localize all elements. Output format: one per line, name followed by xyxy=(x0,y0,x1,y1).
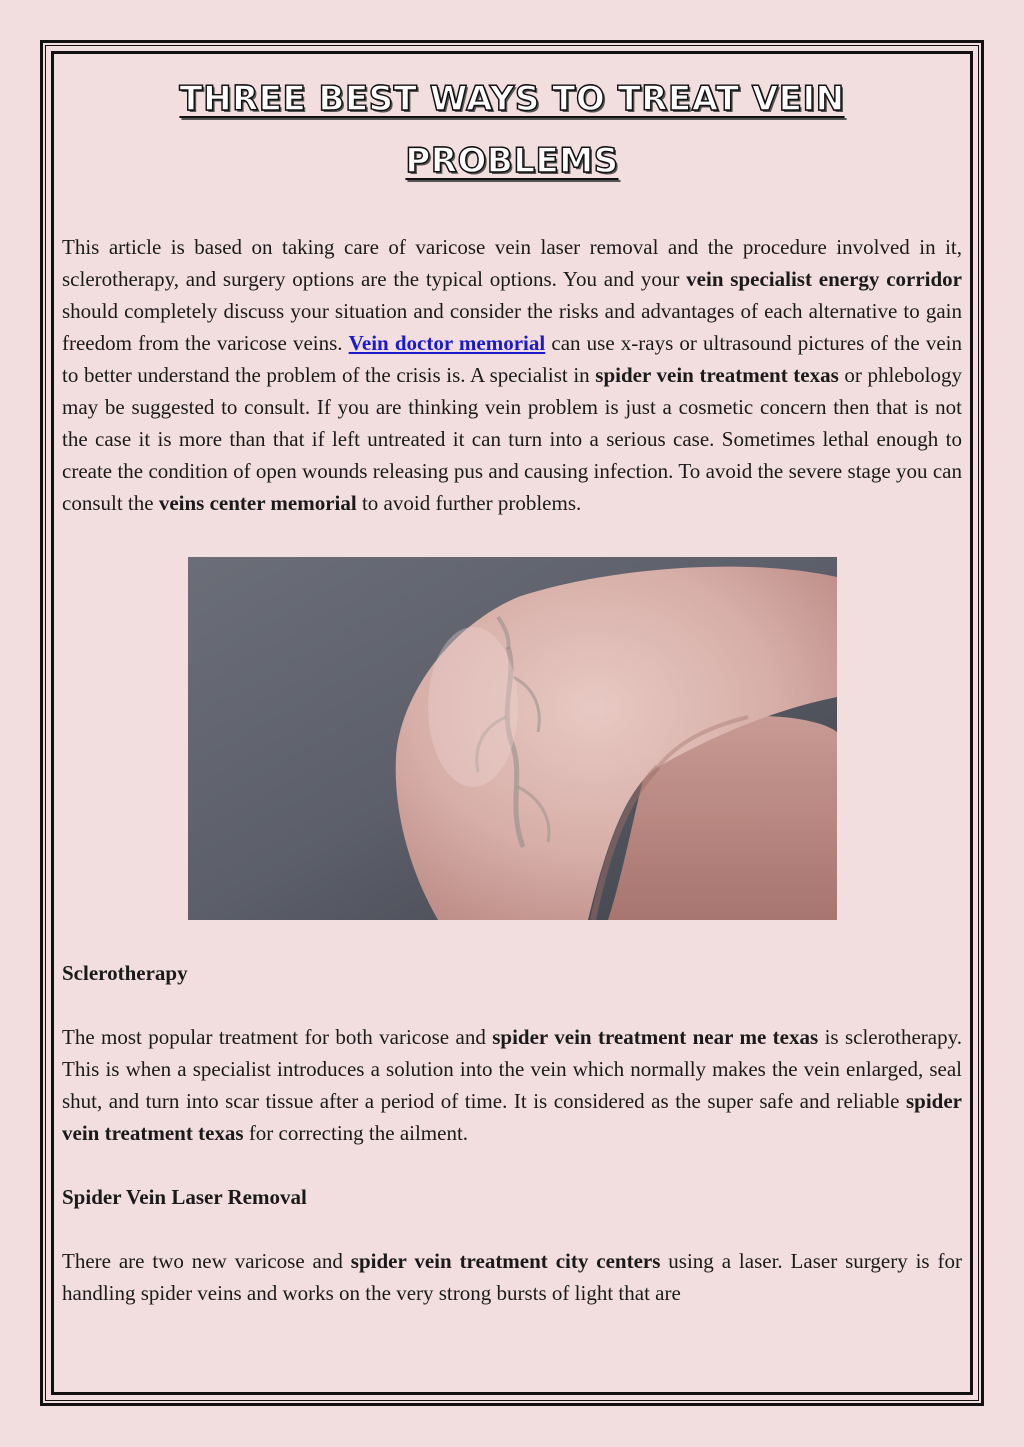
intro-text-1: This article is based on taking care of varicose vein laser removal and the procedure involved in it, sclerotherapy, and surgery options are the typical options. You and your xyxy=(62,235,962,291)
sclerotherapy-paragraph xyxy=(62,1021,962,1149)
intro-text-5: to avoid further problems. xyxy=(356,491,582,515)
laser-removal-paragraph xyxy=(62,1245,962,1309)
intro-text-4: or phlebology may be suggested to consult. If you are thinking vein problem is just a cosmetic concern then that is not the case it is more than that if left untreated it can turn into a serious case. Sometimes lethal enough to create the condition of open wounds releasing pus and causing infection. To avoid the severe stage you can consult the xyxy=(62,363,962,515)
title-line-2: PROBLEMS xyxy=(405,141,619,181)
title-line-1: THREE BEST WAYS TO TREAT VEIN xyxy=(179,79,845,119)
laser-text-1: There are two new varicose and xyxy=(62,1249,351,1273)
intro-keyword-vein-specialist: vein specialist energy corridor xyxy=(686,267,962,291)
laser-removal-heading: Spider Vein Laser Removal xyxy=(62,1185,307,1209)
vein-doctor-memorial-link[interactable]: Vein doctor memorial xyxy=(348,331,546,355)
intro-paragraph xyxy=(62,231,962,519)
varicose-knee-photo xyxy=(188,557,837,920)
sclerotherapy-text-2: is sclerotherapy. This is when a specialist introduces a solution into the vein which normally makes the vein enlarged, seal shut, and turn into scar tissue after a period of time. It is considered as the super safe and reliable xyxy=(62,1025,962,1113)
intro-keyword-spider-vein-texas: spider vein treatment texas xyxy=(595,363,839,387)
page-title xyxy=(62,68,962,192)
intro-text-2: should completely discuss your situation and consider the risks and advantages of each alternative to gain freedom from the varicose veins. xyxy=(62,299,962,355)
laser-keyword-city-centers: spider vein treatment city centers xyxy=(350,1249,661,1273)
sclerotherapy-text-3: for correcting the ailment. xyxy=(243,1121,469,1145)
intro-text-3: can use x-rays or ultrasound pictures of the vein to better understand the problem of the crisis is. A specialist in xyxy=(62,331,962,387)
sclerotherapy-text-1: The most popular treatment for both varicose and xyxy=(62,1025,493,1049)
sclerotherapy-keyword-texas: spider vein treatment texas xyxy=(62,1089,962,1145)
article xyxy=(62,68,962,1388)
sclerotherapy-heading: Sclerotherapy xyxy=(62,961,188,985)
sclerotherapy-keyword-near-me: spider vein treatment near me texas xyxy=(492,1025,819,1049)
laser-text-2: using a laser. Laser surgery is for handling spider veins and works on the very strong bursts of light that are xyxy=(62,1249,962,1305)
intro-keyword-veins-center: veins center memorial xyxy=(158,491,357,515)
